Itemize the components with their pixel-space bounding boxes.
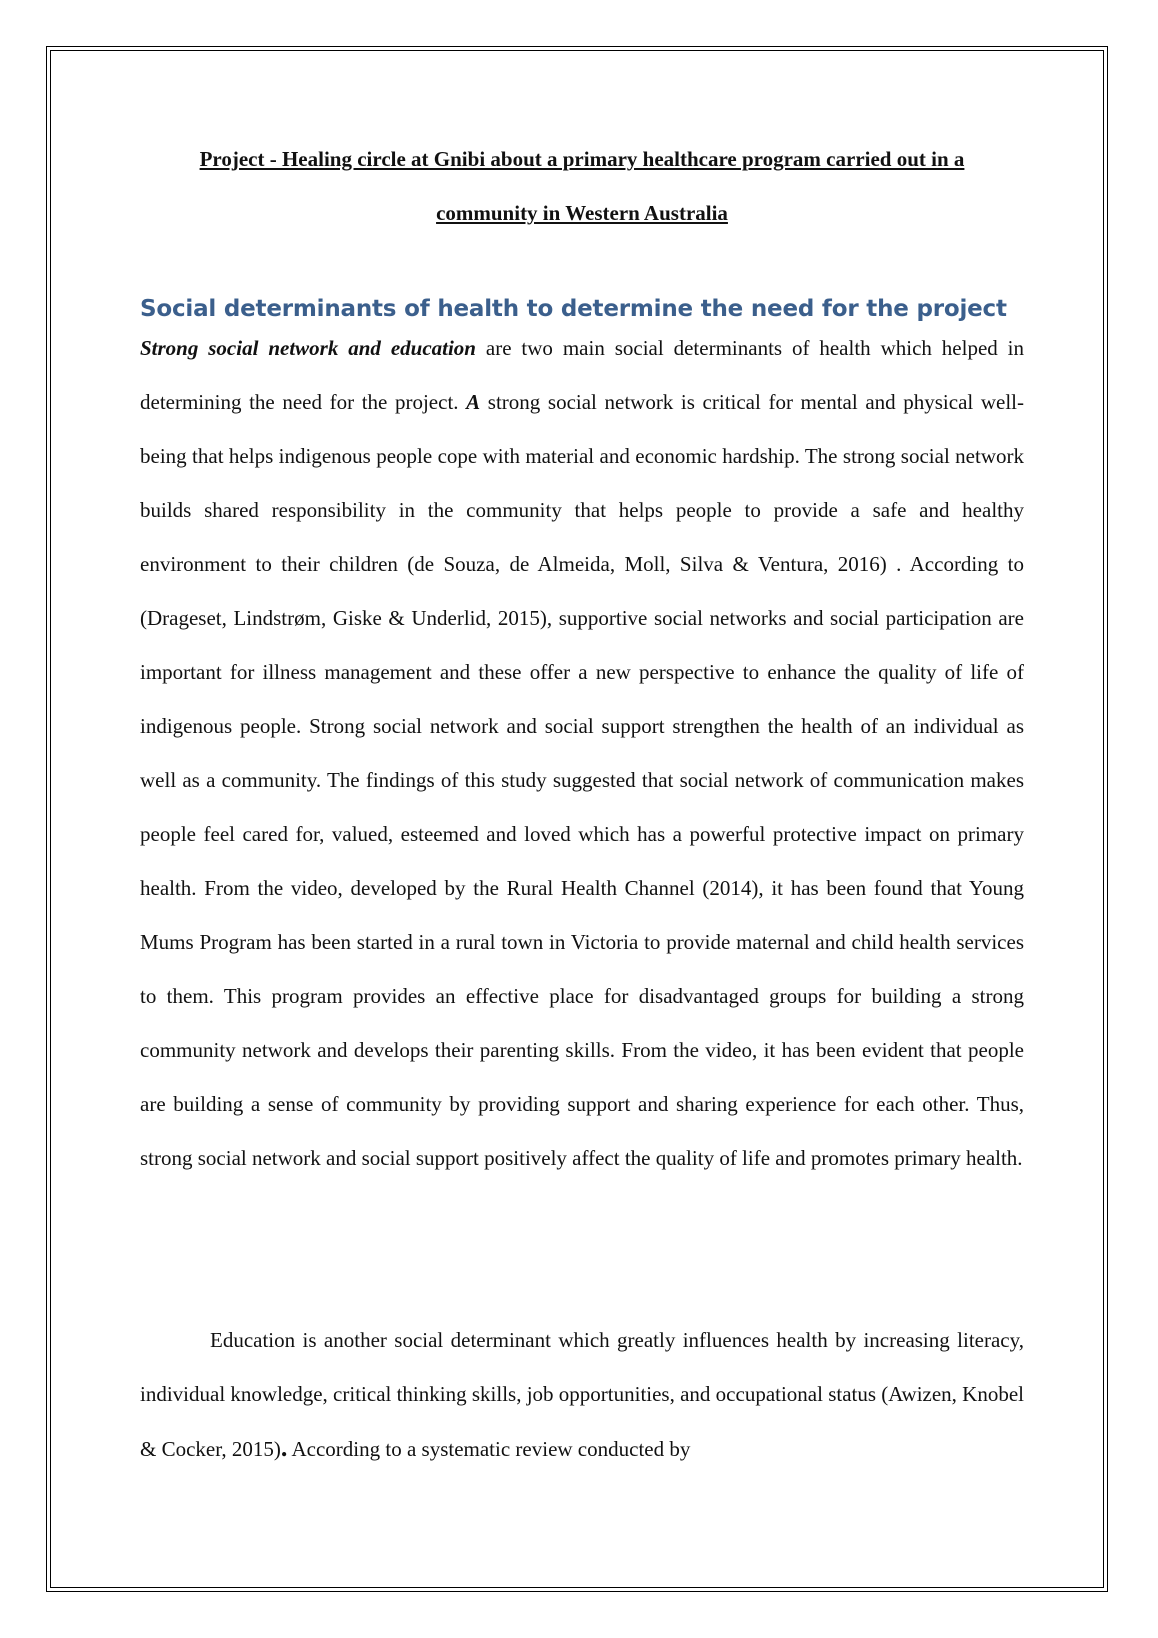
paragraph-2-dot: .: [280, 1433, 288, 1462]
paragraph-2-text-a: Education is another social determinant which greatly influences health by increasing literacy, individual knowledge, critical thinking skills, job opportunities, and occupational status (Awizen, Knobel & Cocker, 2015): [140, 1328, 1024, 1461]
paragraph-1-text-b: strong social network is critical for mental and physical well-being that helps indigenous people cope with material and economic hardship. The strong social network builds shared responsibility in the community that helps people to provide a safe and healthy environment to their children (de Souza, de Almeida, Moll, Silva & Ventura, 2016) . According to (Drageset, Lindstrøm, Giske & Underlid, 2015), supportive social networks and social participation are important for illness management and these offer a new perspective to enhance the quality of life of indigenous people. Strong social network and social support strengthen the health of an individual as well as a community. The findings of this study suggested that social network of communication makes people feel cared for, valued, esteemed and loved which has a powerful protective impact on primary health. From the video, developed by the Rural Health Channel (2014), it has been found that Young Mums Program has been started in a rural town in Victoria to provide maternal and child health services to them. This program provides an effective place for disadvantaged groups for building a strong community network and develops their parenting skills. From the video, it has been evident that people are building a sense of community by providing support and sharing experience for each other. Thus, strong social network and social support positively affect the quality of life and promotes primary health.: [140, 390, 1024, 1170]
paragraph-1-text-a: are two main social determinants of health which helped in determining the need for the project.: [140, 336, 1025, 414]
paragraph-2-text-b: According to a systematic review conducted by: [287, 1437, 691, 1461]
paragraph-1-bold-a: A: [466, 390, 481, 414]
title-line-1: Project - Healing circle at Gnibi about a primary healthcare program carried out in a: [199, 147, 965, 171]
section-heading: Social determinants of health to determine the need for the project: [140, 296, 1007, 322]
document-title: [140, 132, 1024, 240]
paragraph-1: [140, 321, 1024, 1185]
title-line-2: community in Western Australia: [436, 201, 728, 225]
paragraph-1-lead: Strong social network and education: [140, 336, 476, 360]
paragraph-2: [140, 1313, 1024, 1476]
